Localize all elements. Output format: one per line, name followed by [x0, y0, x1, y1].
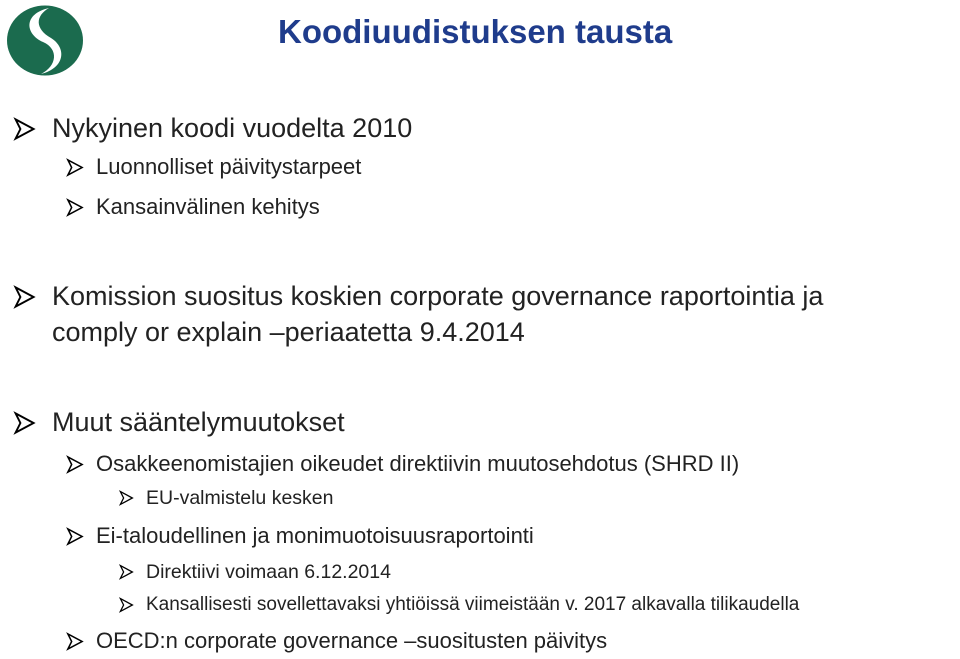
- sub-sub-bullet-national-application: Kansallisesti sovellettavaksi yhtiöissä viimeistään v. 2017 alkavalla tilikaudella: [146, 594, 800, 615]
- sub-bullet-natural-updates: Luonnolliset päivitystarpeet: [96, 154, 362, 179]
- arrow-bullet-icon: [65, 198, 84, 217]
- bullet-commission-recommendation-line1: Komission suositus koskien corporate governance raportointia ja: [52, 281, 824, 311]
- sub-sub-bullet-directive-in-force: Direktiivi voimaan 6.12.2014: [146, 561, 391, 583]
- bullet-commission-recommendation-line2: comply or explain –periaatetta 9.4.2014: [52, 317, 525, 347]
- arrow-bullet-icon: [65, 527, 84, 546]
- s-logo-icon: [5, 4, 85, 77]
- arrow-bullet-icon: [65, 632, 84, 651]
- arrow-bullet-icon: [118, 597, 134, 613]
- sub-bullet-non-financial-reporting: Ei-taloudellinen ja monimuotoisuusraportointi: [96, 523, 534, 548]
- sub-sub-bullet-eu-preparation: EU-valmistelu kesken: [146, 487, 334, 509]
- arrow-bullet-icon: [65, 455, 84, 474]
- arrow-bullet-icon: [12, 285, 36, 309]
- sub-bullet-international-development: Kansainvälinen kehitys: [96, 194, 320, 219]
- sub-bullet-shrd: Osakkeenomistajien oikeudet direktiivin muutosehdotus (SHRD II): [96, 451, 740, 476]
- sub-bullet-oecd-update: OECD:n corporate governance –suositusten päivitys: [96, 628, 608, 653]
- arrow-bullet-icon: [118, 564, 134, 580]
- bullet-other-regulation: Muut sääntelymuutokset: [52, 407, 345, 437]
- bullet-current-code: Nykyinen koodi vuodelta 2010: [52, 113, 413, 143]
- arrow-bullet-icon: [65, 158, 84, 177]
- arrow-bullet-icon: [12, 411, 36, 435]
- arrow-bullet-icon: [118, 490, 134, 506]
- slide-title: Koodiuudistuksen tausta: [278, 13, 673, 50]
- arrow-bullet-icon: [12, 117, 36, 141]
